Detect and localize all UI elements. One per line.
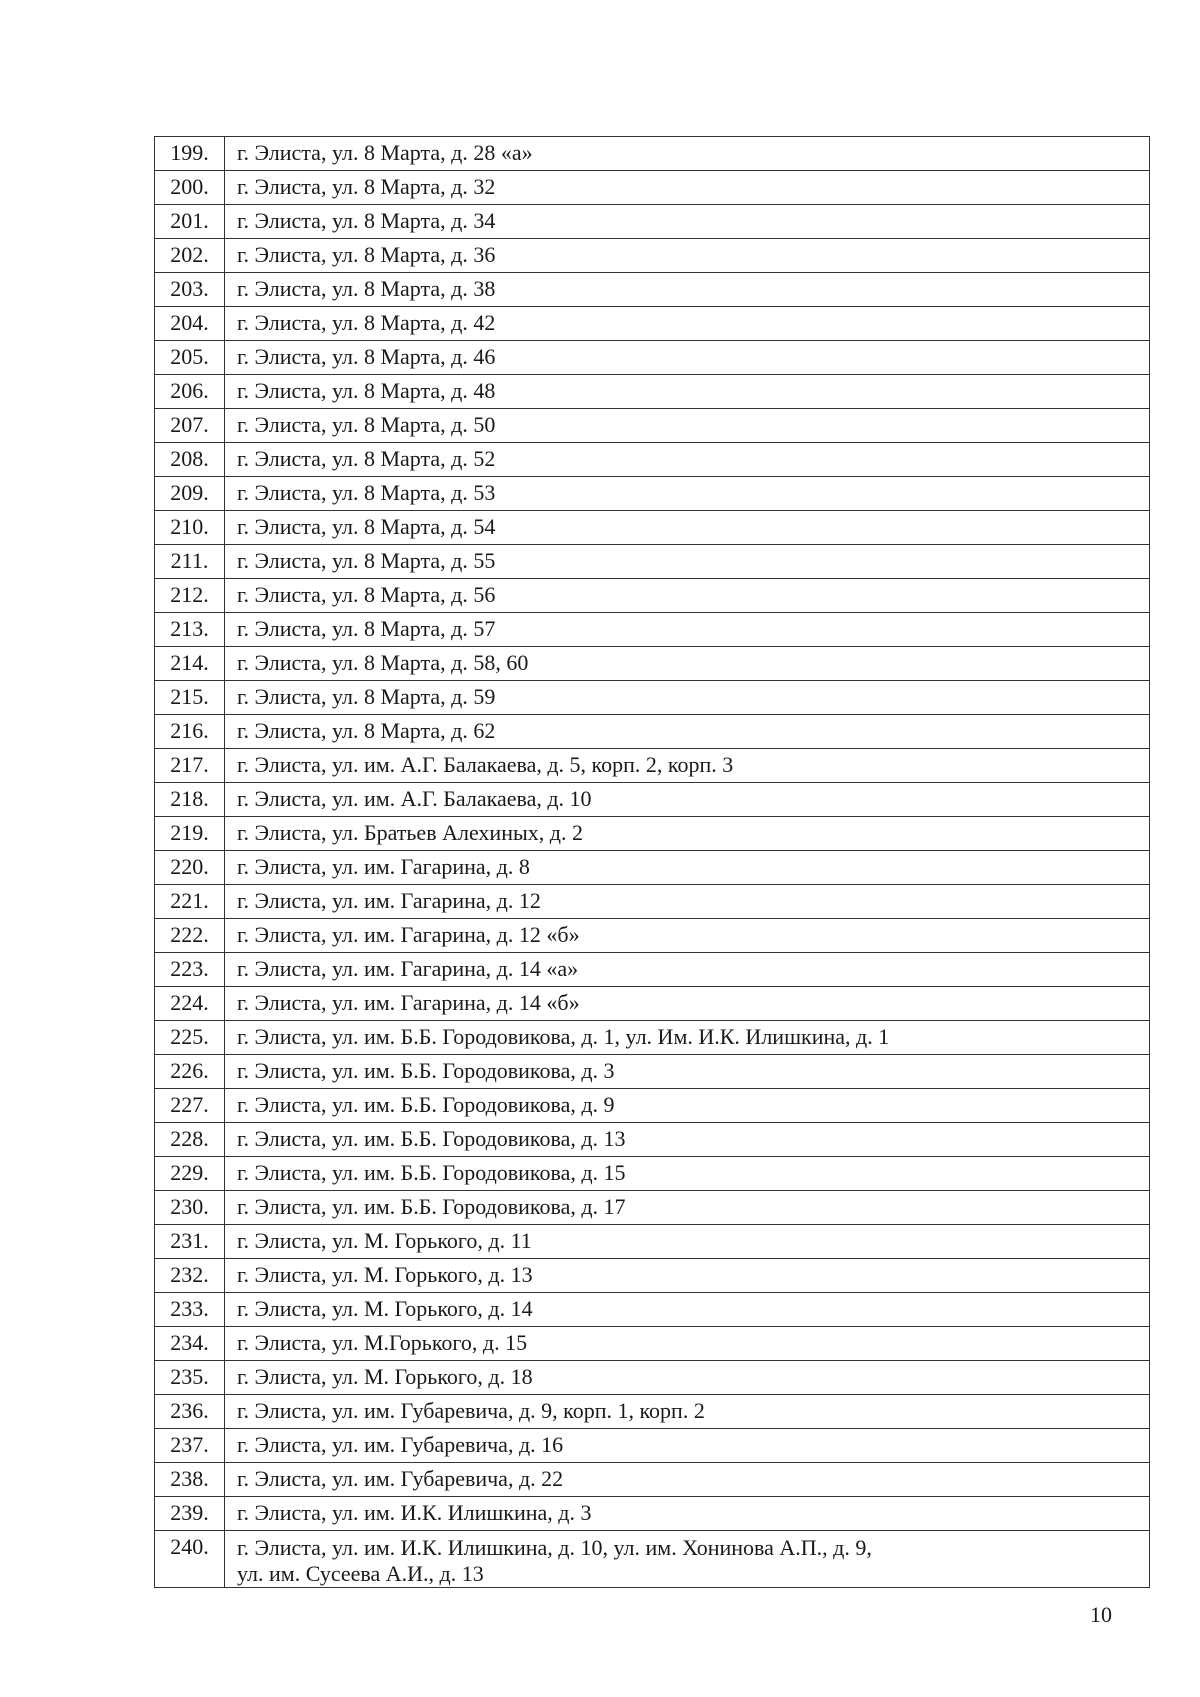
row-address: г. Элиста, ул. им. Б.Б. Городовикова, д. 13 [225, 1123, 1150, 1157]
row-address-line-1: г. Элиста, ул. им. И.К. Илишкина, д. 10, ул. им. Хонинова А.П., д. 9, [237, 1535, 872, 1560]
table-row [155, 1361, 1150, 1395]
table-row [155, 1021, 1150, 1055]
row-number: 237. [155, 1429, 225, 1463]
row-address: г. Элиста, ул. 8 Марта, д. 50 [225, 409, 1150, 443]
row-address: г. Элиста, ул. 8 Марта, д. 42 [225, 307, 1150, 341]
row-number: 233. [155, 1293, 225, 1327]
row-number: 203. [155, 273, 225, 307]
row-address: г. Элиста, ул. 8 Марта, д. 55 [225, 545, 1150, 579]
row-address: г. Элиста, ул. 8 Марта, д. 54 [225, 511, 1150, 545]
table-row [155, 1497, 1150, 1531]
row-number: 213. [155, 613, 225, 647]
table-row [155, 1429, 1150, 1463]
table-row [155, 749, 1150, 783]
row-number: 205. [155, 341, 225, 375]
table-row [155, 681, 1150, 715]
row-address: г. Элиста, ул. 8 Марта, д. 57 [225, 613, 1150, 647]
row-address: г. Элиста, ул. им. Гагарина, д. 14 «б» [225, 987, 1150, 1021]
row-number: 232. [155, 1259, 225, 1293]
row-number: 202. [155, 239, 225, 273]
row-number: 235. [155, 1361, 225, 1395]
table-row [155, 987, 1150, 1021]
row-number: 214. [155, 647, 225, 681]
row-number: 234. [155, 1327, 225, 1361]
row-address: г. Элиста, ул. 8 Марта, д. 53 [225, 477, 1150, 511]
row-address: г. Элиста, ул. 8 Марта, д. 38 [225, 273, 1150, 307]
row-address: г. Элиста, ул. М. Горького, д. 13 [225, 1259, 1150, 1293]
row-number: 230. [155, 1191, 225, 1225]
row-address: г. Элиста, ул. 8 Марта, д. 48 [225, 375, 1150, 409]
row-number: 216. [155, 715, 225, 749]
address-table [154, 136, 1150, 1588]
table-row [155, 919, 1150, 953]
row-address: г. Элиста, ул. 8 Марта, д. 59 [225, 681, 1150, 715]
row-number: 219. [155, 817, 225, 851]
row-number: 209. [155, 477, 225, 511]
table-row [155, 1259, 1150, 1293]
table-row [155, 273, 1150, 307]
row-address: г. Элиста, ул. им. Б.Б. Городовикова, д. 15 [225, 1157, 1150, 1191]
table-row [155, 1395, 1150, 1429]
row-address: г. Элиста, ул. им. Губаревича, д. 16 [225, 1429, 1150, 1463]
row-number: 221. [155, 885, 225, 919]
row-address: г. Элиста, ул. М. Горького, д. 11 [225, 1225, 1150, 1259]
row-address: г. Элиста, ул. им. Губаревича, д. 22 [225, 1463, 1150, 1497]
row-address: г. Элиста, ул. им. И.К. Илишкина, д. 3 [225, 1497, 1150, 1531]
row-number: 239. [155, 1497, 225, 1531]
row-number: 236. [155, 1395, 225, 1429]
row-address: г. Элиста, ул. им. Губаревича, д. 9, корп. 1, корп. 2 [225, 1395, 1150, 1429]
row-number: 212. [155, 579, 225, 613]
table-row [155, 1293, 1150, 1327]
row-number: 223. [155, 953, 225, 987]
table-row [155, 137, 1150, 171]
row-number: 229. [155, 1157, 225, 1191]
row-address: г. Элиста, ул. им. Б.Б. Городовикова, д. 1, ул. Им. И.К. Илишкина, д. 1 [225, 1021, 1150, 1055]
table-row [155, 1055, 1150, 1089]
row-number: 227. [155, 1089, 225, 1123]
row-number: 201. [155, 205, 225, 239]
row-address: г. Элиста, ул. М. Горького, д. 18 [225, 1361, 1150, 1395]
row-number: 208. [155, 443, 225, 477]
table-row [155, 341, 1150, 375]
table-row [155, 205, 1150, 239]
row-number: 200. [155, 171, 225, 205]
row-number: 217. [155, 749, 225, 783]
table-row [155, 851, 1150, 885]
table-row [155, 647, 1150, 681]
row-address: г. Элиста, ул. им. Гагарина, д. 12 [225, 885, 1150, 919]
row-number: 211. [155, 545, 225, 579]
row-number: 204. [155, 307, 225, 341]
row-number: 206. [155, 375, 225, 409]
row-address: г. Элиста, ул. 8 Марта, д. 46 [225, 341, 1150, 375]
table-row [155, 511, 1150, 545]
table-row [155, 613, 1150, 647]
table-row [155, 885, 1150, 919]
row-address: г. Элиста, ул. им. Б.Б. Городовикова, д. 3 [225, 1055, 1150, 1089]
address-table-body [155, 137, 1150, 1588]
row-address: г. Элиста, ул. 8 Марта, д. 36 [225, 239, 1150, 273]
table-row [155, 1123, 1150, 1157]
row-address: г. Элиста, ул. 8 Марта, д. 52 [225, 443, 1150, 477]
table-row [155, 307, 1150, 341]
table-row [155, 1327, 1150, 1361]
table-row [155, 817, 1150, 851]
page-number: 10 [1090, 1602, 1112, 1627]
table-row [155, 715, 1150, 749]
row-address: г. Элиста, ул. 8 Марта, д. 32 [225, 171, 1150, 205]
table-row [155, 1225, 1150, 1259]
row-number: 240. [155, 1531, 225, 1588]
row-address: г. Элиста, ул. М. Горького, д. 14 [225, 1293, 1150, 1327]
row-number: 225. [155, 1021, 225, 1055]
row-address: г. Элиста, ул. им. А.Г. Балакаева, д. 5, корп. 2, корп. 3 [225, 749, 1150, 783]
row-address: г. Элиста, ул. 8 Марта, д. 56 [225, 579, 1150, 613]
table-row [155, 477, 1150, 511]
row-address: г. Элиста, ул. 8 Марта, д. 28 «а» [225, 137, 1150, 171]
row-number: 207. [155, 409, 225, 443]
table-row [155, 1157, 1150, 1191]
row-number: 220. [155, 851, 225, 885]
row-number: 231. [155, 1225, 225, 1259]
table-row [155, 545, 1150, 579]
table-row [155, 239, 1150, 273]
table-row [155, 1089, 1150, 1123]
table-row [155, 953, 1150, 987]
row-number: 226. [155, 1055, 225, 1089]
row-number: 210. [155, 511, 225, 545]
table-row [155, 1531, 1150, 1588]
row-address: г. Элиста, ул. 8 Марта, д. 58, 60 [225, 647, 1150, 681]
row-address [225, 1531, 1150, 1588]
row-address: г. Элиста, ул. 8 Марта, д. 34 [225, 205, 1150, 239]
row-address: г. Элиста, ул. им. Гагарина, д. 14 «а» [225, 953, 1150, 987]
row-number: 238. [155, 1463, 225, 1497]
row-address: г. Элиста, ул. 8 Марта, д. 62 [225, 715, 1150, 749]
table-row [155, 375, 1150, 409]
table-row [155, 1463, 1150, 1497]
table-row [155, 409, 1150, 443]
row-address: г. Элиста, ул. им. Б.Б. Городовикова, д. 9 [225, 1089, 1150, 1123]
row-number: 218. [155, 783, 225, 817]
row-address: г. Элиста, ул. им. А.Г. Балакаева, д. 10 [225, 783, 1150, 817]
table-row [155, 443, 1150, 477]
row-address: г. Элиста, ул. М.Горького, д. 15 [225, 1327, 1150, 1361]
row-address: г. Элиста, ул. им. Гагарина, д. 8 [225, 851, 1150, 885]
row-address: г. Элиста, ул. им. Гагарина, д. 12 «б» [225, 919, 1150, 953]
row-number: 199. [155, 137, 225, 171]
row-number: 224. [155, 987, 225, 1021]
table-row [155, 579, 1150, 613]
row-number: 222. [155, 919, 225, 953]
row-address: г. Элиста, ул. Братьев Алехиных, д. 2 [225, 817, 1150, 851]
row-number: 228. [155, 1123, 225, 1157]
row-address-line-2: ул. им. Сусеева А.И., д. 13 [237, 1561, 484, 1586]
table-row [155, 1191, 1150, 1225]
row-address: г. Элиста, ул. им. Б.Б. Городовикова, д. 17 [225, 1191, 1150, 1225]
table-row [155, 783, 1150, 817]
row-number: 215. [155, 681, 225, 715]
table-row [155, 171, 1150, 205]
